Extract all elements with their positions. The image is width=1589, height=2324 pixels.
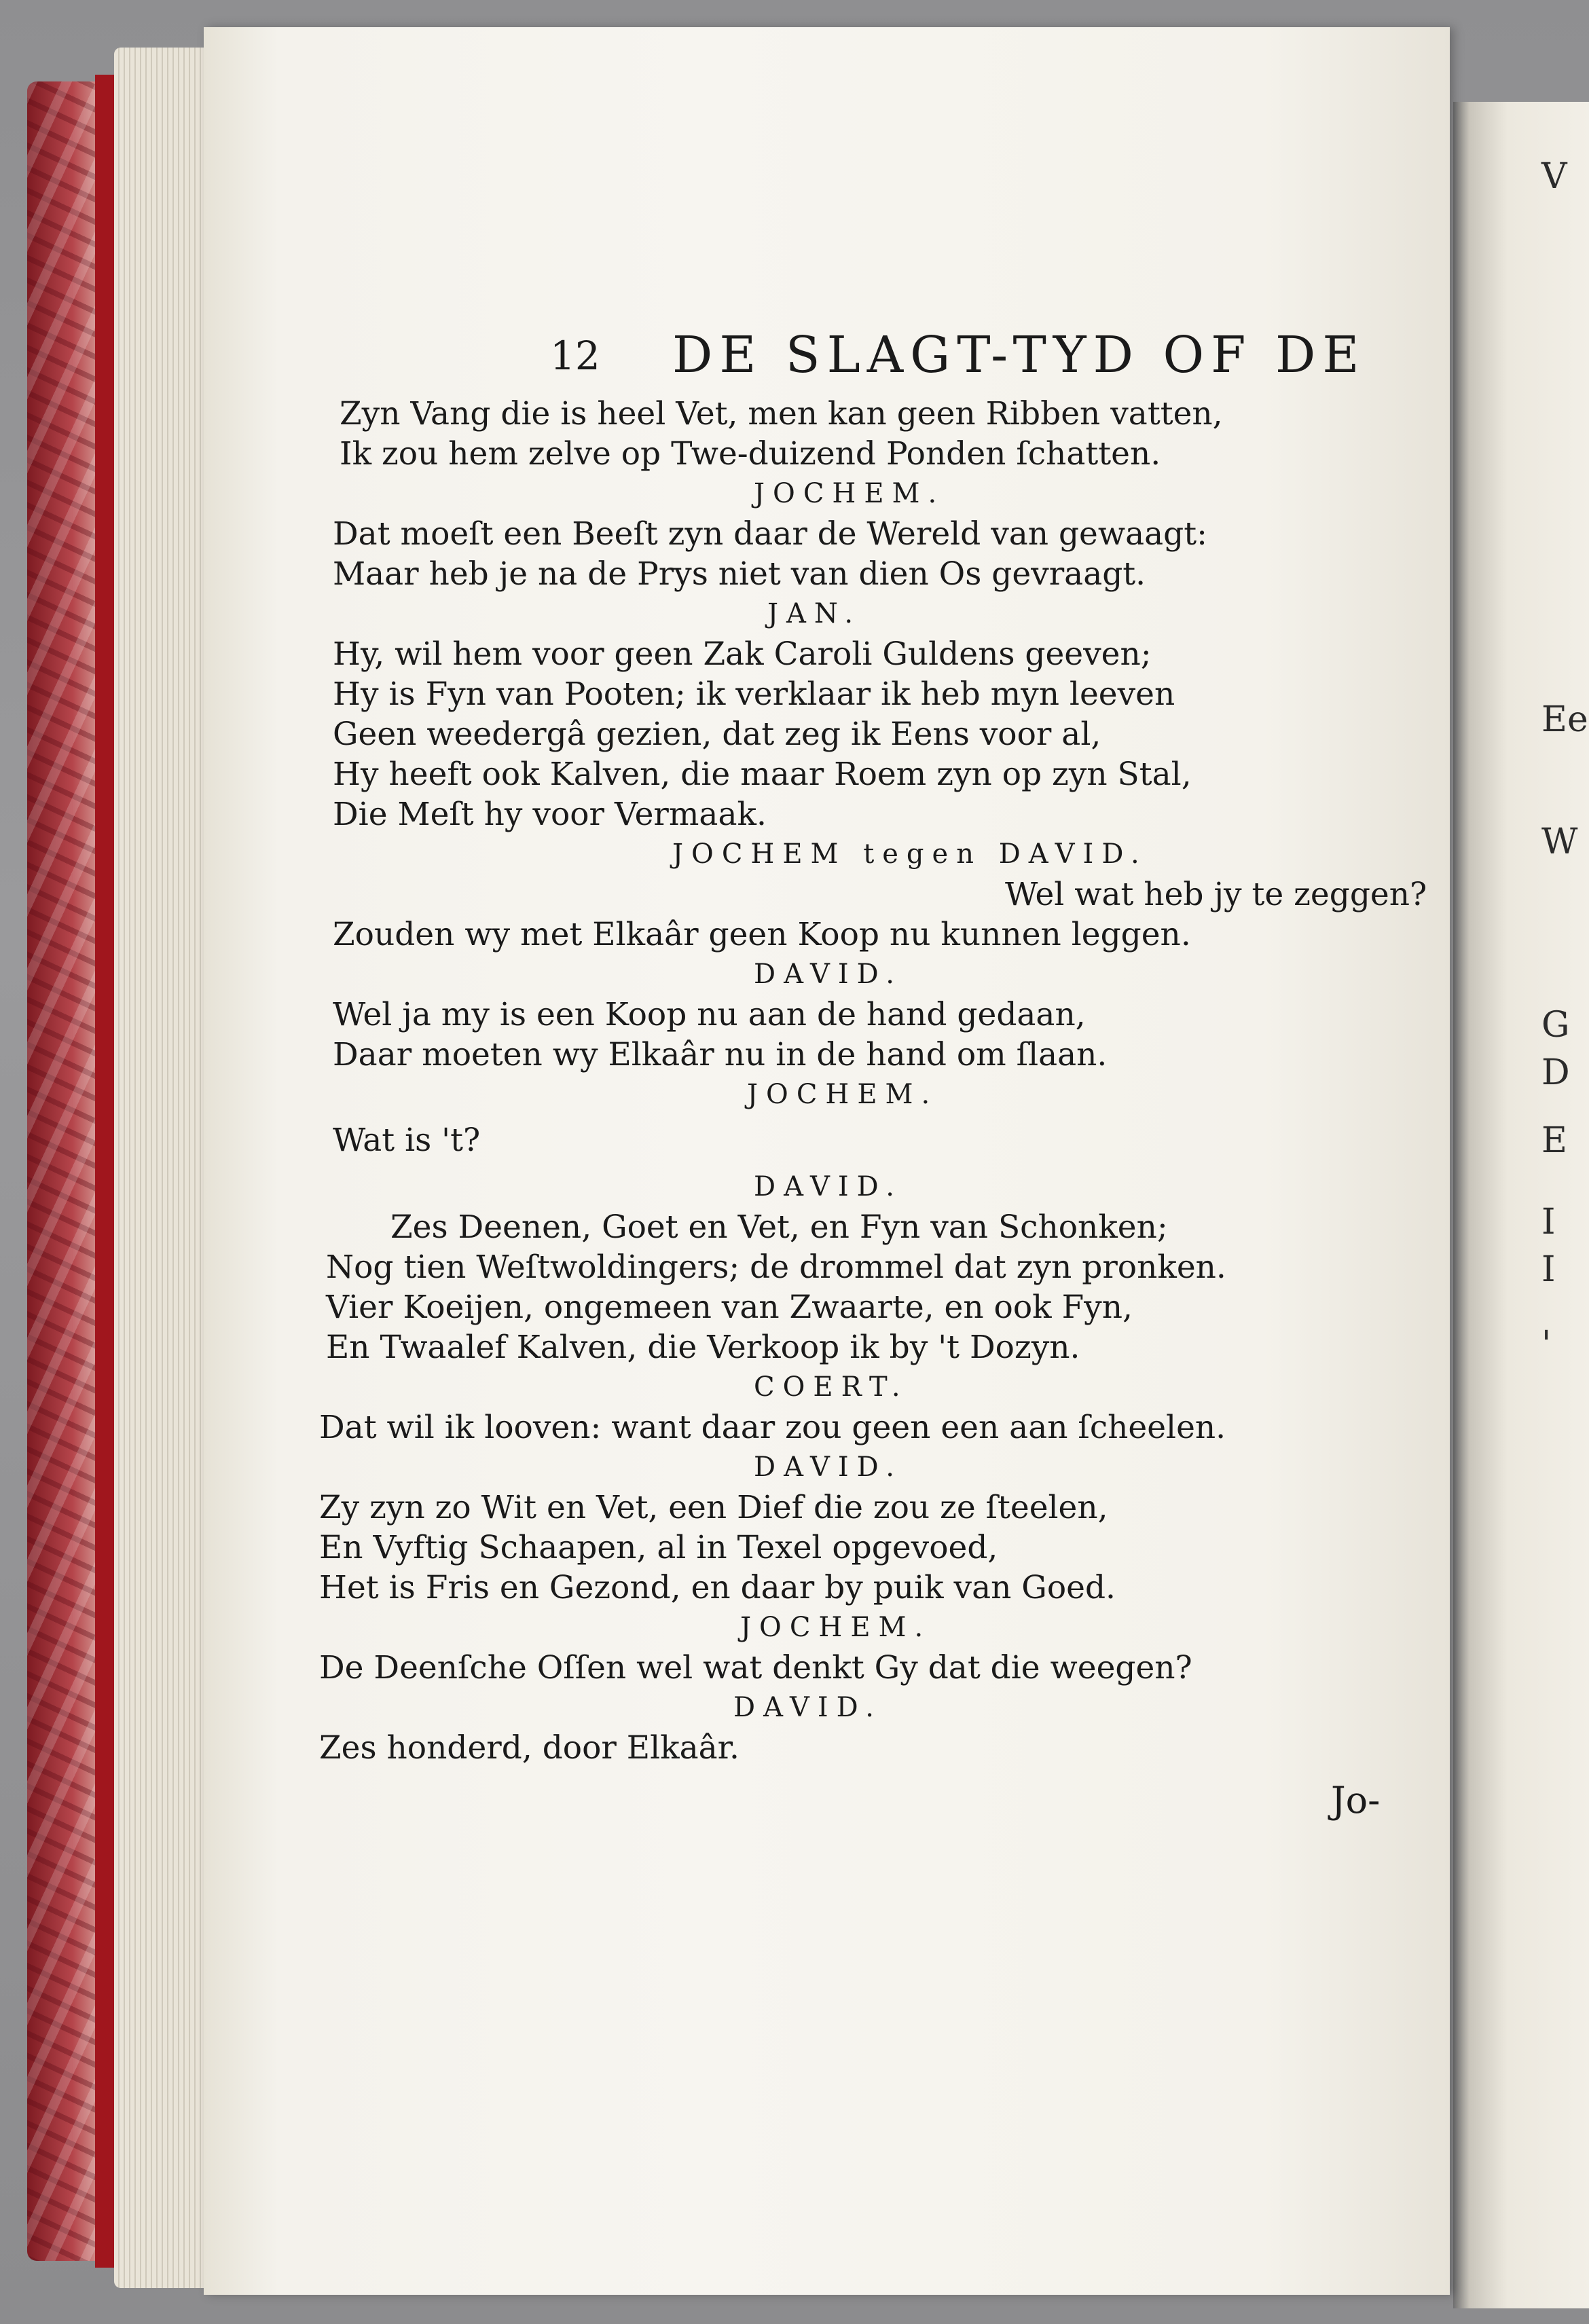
speaker-name: DAVID. (754, 1171, 903, 1202)
speaker-name: COERT. (754, 1371, 909, 1403)
verse-line: Hy is Fyn van Pooten; ik verklaar ik heb myn leeven (333, 676, 1175, 713)
verse-line: Hy, wil hem voor geen Zak Caroli Guldens geeven; (333, 635, 1152, 673)
verse-line: Zy zyn zo Wit en Vet, een Dief die zou ze ſteelen, (319, 1489, 1108, 1526)
next-page-text-fragment: ' (1541, 1324, 1552, 1365)
page-edges (114, 48, 209, 2288)
verse-line: Daar moeten wy Elkaâr nu in de hand om ſlaan. (333, 1036, 1108, 1073)
verse-line: En Vyftig Schaapen, al in Texel opgevoed, (319, 1529, 998, 1566)
cover-edge (95, 75, 115, 2268)
verse-line: Wel wat heb jy te zeggen? (1005, 876, 1427, 913)
verse-line: Nog tien Weſtwoldingers; de drommel dat zyn pronken. (326, 1249, 1226, 1286)
next-page-text-fragment: Ee (1541, 699, 1588, 740)
speaker-name: JOCHEM. (754, 478, 945, 509)
verse-line: En Twaalef Kalven, die Verkoop ik by 't Dozyn. (326, 1329, 1080, 1366)
next-page-text-fragment: D (1541, 1052, 1570, 1093)
verse-line: Maar heb je na de Prys niet van dien Os gevraagt. (333, 555, 1146, 593)
verse-line: De Deenſche Oſſen wel wat denkt Gy dat die weegen? (319, 1649, 1192, 1686)
verse-line: Zyn Vang die is heel Vet, men kan geen Ribben vatten, (340, 395, 1223, 432)
speaker-name: JOCHEM. (740, 1612, 932, 1643)
page-text (319, 326, 1426, 1768)
running-title: DE SLAGT-TYD OF DE (672, 326, 1366, 384)
next-page-text-fragment: W (1541, 822, 1578, 862)
verse-line: Hy heeft ook Kalven, die maar Roem zyn op zyn Stal, (333, 756, 1192, 793)
speaker-name: JOCHEM. (747, 1079, 938, 1110)
verse-line: Dat moeſt een Beeſt zyn daar de Wereld van gewaagt: (333, 515, 1207, 553)
next-page (1453, 102, 1589, 2308)
speaker-name: DAVID. (754, 959, 903, 990)
verse-line: Dat wil ik looven: want daar zou geen een aan ſcheelen. (319, 1409, 1226, 1446)
next-page-text-fragment: G (1541, 1005, 1570, 1046)
verse-line: Zes honderd, door Elkaâr. (319, 1729, 739, 1767)
verse-line: Ik zou hem zelve op Twe-duizend Ponden ſchatten. (340, 435, 1161, 473)
verse-line: Wel ja my is een Koop nu aan de hand gedaan, (333, 996, 1086, 1033)
verse-line: Die Meſt hy voor Vermaak. (333, 796, 767, 833)
page-number: 12 (550, 333, 600, 379)
verse-line: Het is Fris en Gezond, en daar by puik van Goed. (319, 1569, 1116, 1606)
speaker-name: JOCHEM tegen DAVID. (672, 838, 1148, 870)
verse-line: Zes Deenen, Goet en Vet, en Fyn van Schonken; (390, 1209, 1168, 1246)
verse-line: Zouden wy met Elkaâr geen Koop nu kunnen leggen. (333, 916, 1191, 953)
next-page-text-fragment: V (1541, 156, 1567, 197)
verse-line: Geen weedergâ gezien, dat zeg ik Eens voor al, (333, 716, 1101, 753)
speaker-name: DAVID. (754, 1452, 903, 1483)
verse-line: Vier Koeijen, ongemeen van Zwaarte, en ook Fyn, (326, 1289, 1133, 1326)
next-page-text-fragment: I (1541, 1202, 1556, 1242)
speaker-name: DAVID. (733, 1692, 883, 1723)
next-page-text-fragment: E (1541, 1120, 1567, 1161)
page-header (319, 326, 1426, 394)
catchword: Jo- (1331, 1779, 1381, 1822)
next-page-text-fragment: I (1541, 1249, 1556, 1290)
verse-line: Wat is 't? (333, 1122, 481, 1159)
verse-lines (319, 394, 1426, 1768)
speaker-name: JAN. (767, 598, 862, 629)
